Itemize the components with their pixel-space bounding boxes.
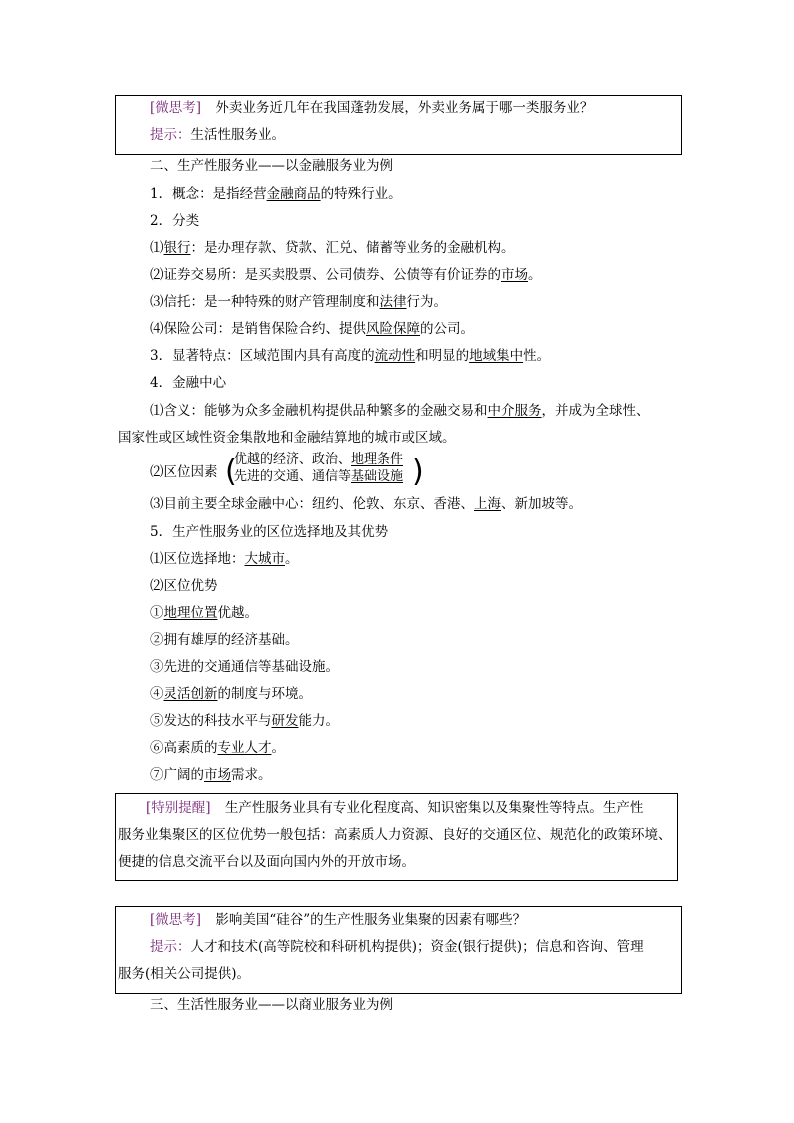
advantage-title: ⑵区位优势 [150,578,218,594]
think-box-2-answer-line-2: 服务(相关公司提供)。 [118,966,251,982]
advantage-6: ⑥高素质的专业人才。 [150,740,285,756]
think-box-2-question-line [150,910,526,930]
reminder-line-3: 便捷的信息交流平台以及面向国内外的开放市场。 [118,854,415,870]
think-question: 外卖业务近几年在我国蓬勃发展，外卖业务属于哪一类服务业？ [215,100,594,116]
think-box-1-answer-line [150,125,285,145]
location-label: ⑵区位因素 [150,464,218,480]
advantage-7: ⑦广阔的市场需求。 [150,767,272,783]
site-choice-line: ⑴区位选择地：大城市。 [150,551,299,567]
location-line-1: 优越的经济、政治、地理条件 [234,452,404,467]
location-line-2: 先进的交通、通信等基础设施 [234,469,404,484]
think-tag: [微思考] [150,100,202,116]
advantage-3: ③先进的交通通信等基础设施。 [150,659,339,675]
brace-right-icon: ) [412,454,424,489]
site-title: 5．生产性服务业的区位选择地及其优势 [150,524,389,540]
bank-line: ⑴银行：是办理存款、贷款、汇兑、储蓄等业务的金融机构。 [150,240,515,256]
advantage-1: ①地理位置优越。 [150,605,258,621]
advantage-5: ⑤发达的科技水平与研发能力。 [150,713,339,729]
reminder-line-1: [特别提醒] 生产性服务业具有专业化程度高、知识密集以及集聚性等特点。生产性 [146,800,644,816]
brace-left-icon: ( [225,454,237,489]
hint-label: 提示： [150,939,191,955]
trust-line: ⑶信托：是一种特殊的财产管理制度和法律行为。 [150,294,447,310]
insurance-line: ⑷保险公司：是销售保险合约、提供风险保障的公司。 [150,321,474,337]
think-tag: [微思考] [150,912,202,928]
meaning-line-1: ⑴含义：能够为众多金融机构提供品种繁多的金融交易和中介服务，并成为全球性、 [150,403,650,419]
stock-line: ⑵证券交易所：是买卖股票、公司债券、公债等有价证券的市场。 [150,267,542,283]
center-title: 4．金融中心 [150,375,227,391]
reminder-line-2: 服务业集聚区的区位优势一般包括：高素质人力资源、良好的交通区位、规范化的政策环境、 [118,827,672,843]
think-box-2-answer-line-1: 提示：人才和技术(高等院校和科研机构提供)；资金(银行提供)；信息和咨询、管理 [150,939,644,955]
think-box-1-question-line [150,98,593,118]
classify-title: 2．分类 [150,213,200,229]
feature-line: 3．显著特点：区域范围内具有高度的流动性和明显的地域集中性。 [150,348,551,364]
think-question: 影响美国“硅谷”的生产性服务业集聚的因素有哪些？ [215,912,527,928]
advantage-2: ②拥有雄厚的经济基础。 [150,632,299,648]
reminder-tag: [特别提醒] [146,800,211,816]
hint-answer: 生活性服务业。 [190,127,285,143]
advantage-4: ④灵活创新的制度与环境。 [150,686,312,702]
major-centers-line: ⑶目前主要全球金融中心：纽约、伦敦、东京、香港、上海、新加坡等。 [150,496,582,512]
concept-line: 1．概念：是指经营金融商品的特殊行业。 [150,186,402,202]
section-2-title: 二、生产性服务业——以金融服务业为例 [150,158,393,174]
hint-label: 提示： [150,127,191,143]
section-3-title: 三、生活性服务业——以商业服务业为例 [150,997,393,1013]
meaning-line-2: 国家性或区域性资金集散地和金融结算地的城市或区域。 [118,430,456,446]
